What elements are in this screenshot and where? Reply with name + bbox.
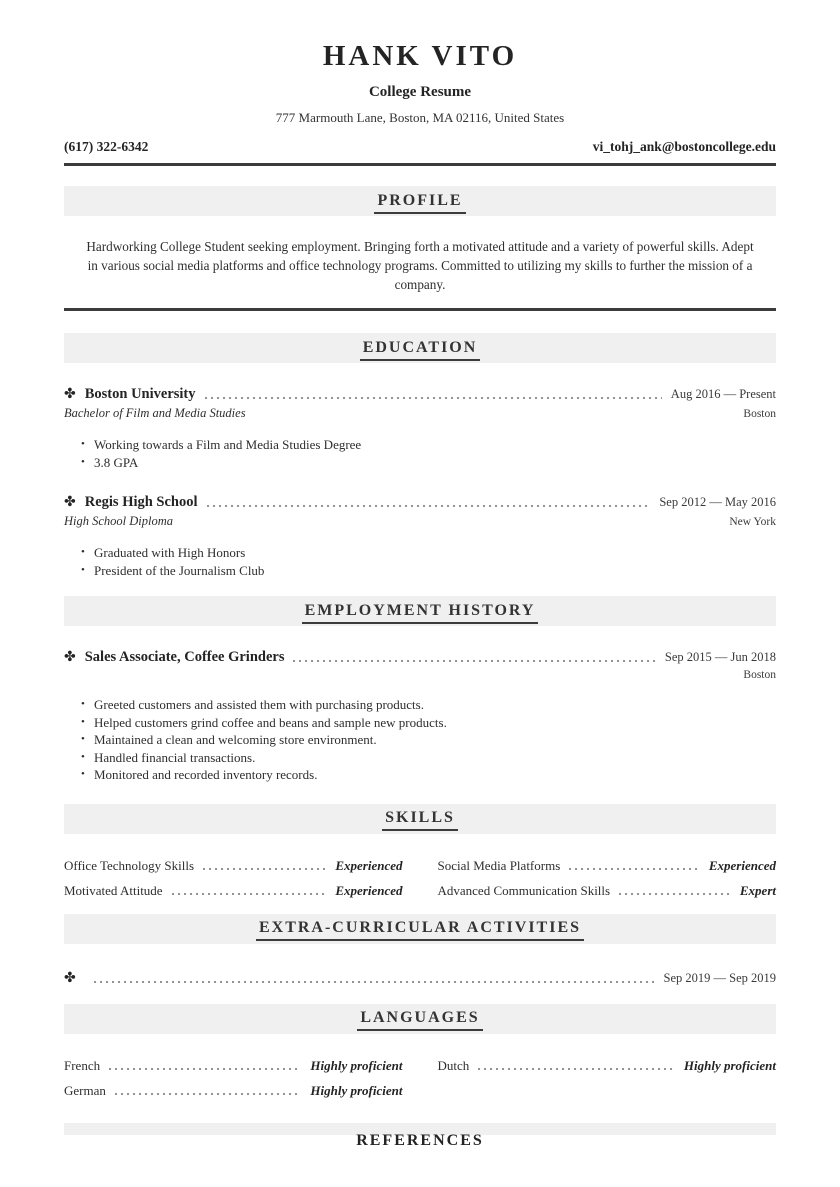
entry-header xyxy=(64,386,776,403)
dotted-leader xyxy=(115,1093,302,1095)
bullet-item xyxy=(81,696,776,714)
phone-number: (617) 322-6342 xyxy=(64,139,149,154)
entry-subrow xyxy=(64,514,776,529)
resume-subtitle: College Resume xyxy=(368,84,472,100)
bullet-icon: • xyxy=(81,438,85,450)
language-label: French xyxy=(64,1057,101,1073)
language-level: Highly proficient xyxy=(310,1057,403,1073)
entry-dates: Sep 2012 — May 2016 xyxy=(659,495,776,509)
skill-item xyxy=(438,883,777,899)
section-band-profile xyxy=(64,186,776,216)
section-band-education xyxy=(64,333,776,363)
divider-rule xyxy=(64,308,776,311)
entry-title: Boston University xyxy=(84,386,196,402)
education-entry xyxy=(64,494,776,579)
entry-subtitle: Bachelor of Film and Media Studies xyxy=(64,406,246,420)
entry-location: Boston xyxy=(743,669,776,681)
bullet-item xyxy=(81,544,776,562)
entry-dates: Sep 2019 — Sep 2019 xyxy=(663,970,776,985)
section-band-employment xyxy=(64,596,776,626)
section-band-skills xyxy=(64,804,776,834)
entry-title: Regis High School xyxy=(84,494,198,510)
bullet-text: Monitored and recorded inventory records. xyxy=(94,767,318,782)
language-label: German xyxy=(64,1082,106,1098)
bullet-icon: • xyxy=(81,750,85,763)
entry-subrow xyxy=(64,669,776,681)
dotted-leader xyxy=(569,868,700,870)
section-title-profile: PROFILE xyxy=(374,192,465,214)
fleuron-icon: ✤ xyxy=(64,495,76,510)
bullet-list xyxy=(81,436,776,471)
bullet-text: Helped customers grind coffee and beans and sample new products. xyxy=(94,714,447,730)
section-title-extra-curricular: EXTRA-CURRICULAR ACTIVITIES xyxy=(256,919,584,941)
education-entry xyxy=(64,386,776,471)
dotted-leader xyxy=(94,981,655,983)
fleuron-icon: ✤ xyxy=(64,387,76,402)
bullet-icon: • xyxy=(81,563,85,576)
bullet-icon: • xyxy=(81,768,85,780)
bullet-icon: • xyxy=(81,455,85,468)
dotted-leader xyxy=(619,893,731,895)
bullet-item xyxy=(81,454,776,472)
bullet-item xyxy=(81,714,776,732)
bullet-text: Working towards a Film and Media Studies Degree xyxy=(94,437,362,452)
email-address: vi_tohj_ank@bostoncollege.edu xyxy=(592,139,776,154)
dotted-leader xyxy=(109,1068,301,1070)
bullet-item xyxy=(81,562,776,580)
skill-label: Office Technology Skills xyxy=(64,857,195,873)
bullet-list xyxy=(81,696,776,784)
entry-subtitle: High School Diploma xyxy=(64,514,174,528)
person-name: HANK VITO xyxy=(322,40,518,72)
bullet-item xyxy=(81,749,776,767)
bullet-list xyxy=(81,544,776,579)
bullet-icon: • xyxy=(81,546,85,558)
section-band-languages xyxy=(64,1004,776,1034)
section-title-references: REFERENCES xyxy=(356,1131,484,1149)
skill-label: Motivated Attitude xyxy=(64,882,163,898)
dotted-leader xyxy=(203,868,326,870)
dotted-leader xyxy=(207,505,651,507)
language-item-empty xyxy=(438,1083,777,1099)
languages-grid xyxy=(64,1058,776,1099)
language-level: Highly proficient xyxy=(683,1057,776,1073)
skill-item xyxy=(64,883,403,899)
bullet-item xyxy=(81,731,776,749)
entry-location: New York xyxy=(729,516,776,528)
section-title-education: EDUCATION xyxy=(360,339,481,361)
skills-grid xyxy=(64,858,776,899)
section-band-extra-curricular xyxy=(64,914,776,944)
bullet-text: Handled financial transactions. xyxy=(94,749,256,765)
skill-level: Experienced xyxy=(335,857,403,873)
divider-rule xyxy=(64,163,776,166)
skill-label: Social Media Platforms xyxy=(437,857,561,873)
employment-entry xyxy=(64,649,776,784)
bullet-item xyxy=(81,766,776,784)
entry-subrow xyxy=(64,406,776,421)
entry-location: Boston xyxy=(743,408,776,420)
skill-item xyxy=(64,858,403,874)
skill-item xyxy=(438,858,777,874)
language-label: Dutch xyxy=(437,1057,470,1073)
skill-level: Experienced xyxy=(708,857,776,873)
bullet-text: President of the Journalism Club xyxy=(94,562,265,578)
language-item xyxy=(64,1083,403,1099)
bullet-icon: • xyxy=(81,698,85,710)
entry-header xyxy=(64,494,776,511)
dotted-leader xyxy=(172,893,327,895)
skill-level: Experienced xyxy=(335,882,403,898)
bullet-text: 3.8 GPA xyxy=(94,454,139,470)
bullet-text: Graduated with High Honors xyxy=(94,545,246,560)
bullet-item xyxy=(81,436,776,454)
bullet-text: Greeted customers and assisted them with purchasing products. xyxy=(94,697,424,712)
profile-text: Hardworking College Student seeking employment. Bringing forth a motivated attitude and a variety of powerful skills. Adept in various social media platforms and office technology programs. Committed to utilizing my skills to further the mission of a company. xyxy=(86,239,754,292)
language-item xyxy=(438,1058,777,1074)
skill-label: Advanced Communication Skills xyxy=(437,882,611,898)
language-level: Highly proficient xyxy=(310,1082,403,1098)
language-item xyxy=(64,1058,403,1074)
skill-level: Expert xyxy=(739,882,776,898)
dotted-leader xyxy=(293,660,655,662)
dotted-leader xyxy=(205,397,662,399)
bullet-text: Maintained a clean and welcoming store environment. xyxy=(94,732,377,747)
entry-dates: Sep 2015 — Jun 2018 xyxy=(664,650,776,664)
section-title-skills: SKILLS xyxy=(382,809,458,831)
entry-title: Sales Associate, Coffee Grinders xyxy=(84,649,285,665)
dotted-leader xyxy=(478,1068,675,1070)
fleuron-icon: ✤ xyxy=(64,970,76,986)
entry-dates: Aug 2016 — Present xyxy=(670,387,776,401)
section-title-employment: EMPLOYMENT HISTORY xyxy=(302,602,539,624)
fleuron-icon: ✤ xyxy=(64,650,76,665)
contact-row xyxy=(64,139,776,155)
address: 777 Marmouth Lane, Boston, MA 02116, United States xyxy=(275,110,565,125)
entry-header xyxy=(64,649,776,666)
bullet-icon: • xyxy=(81,715,85,728)
extra-curricular-entry xyxy=(64,970,776,987)
bullet-icon: • xyxy=(81,733,85,745)
section-title-languages: LANGUAGES xyxy=(357,1009,482,1031)
